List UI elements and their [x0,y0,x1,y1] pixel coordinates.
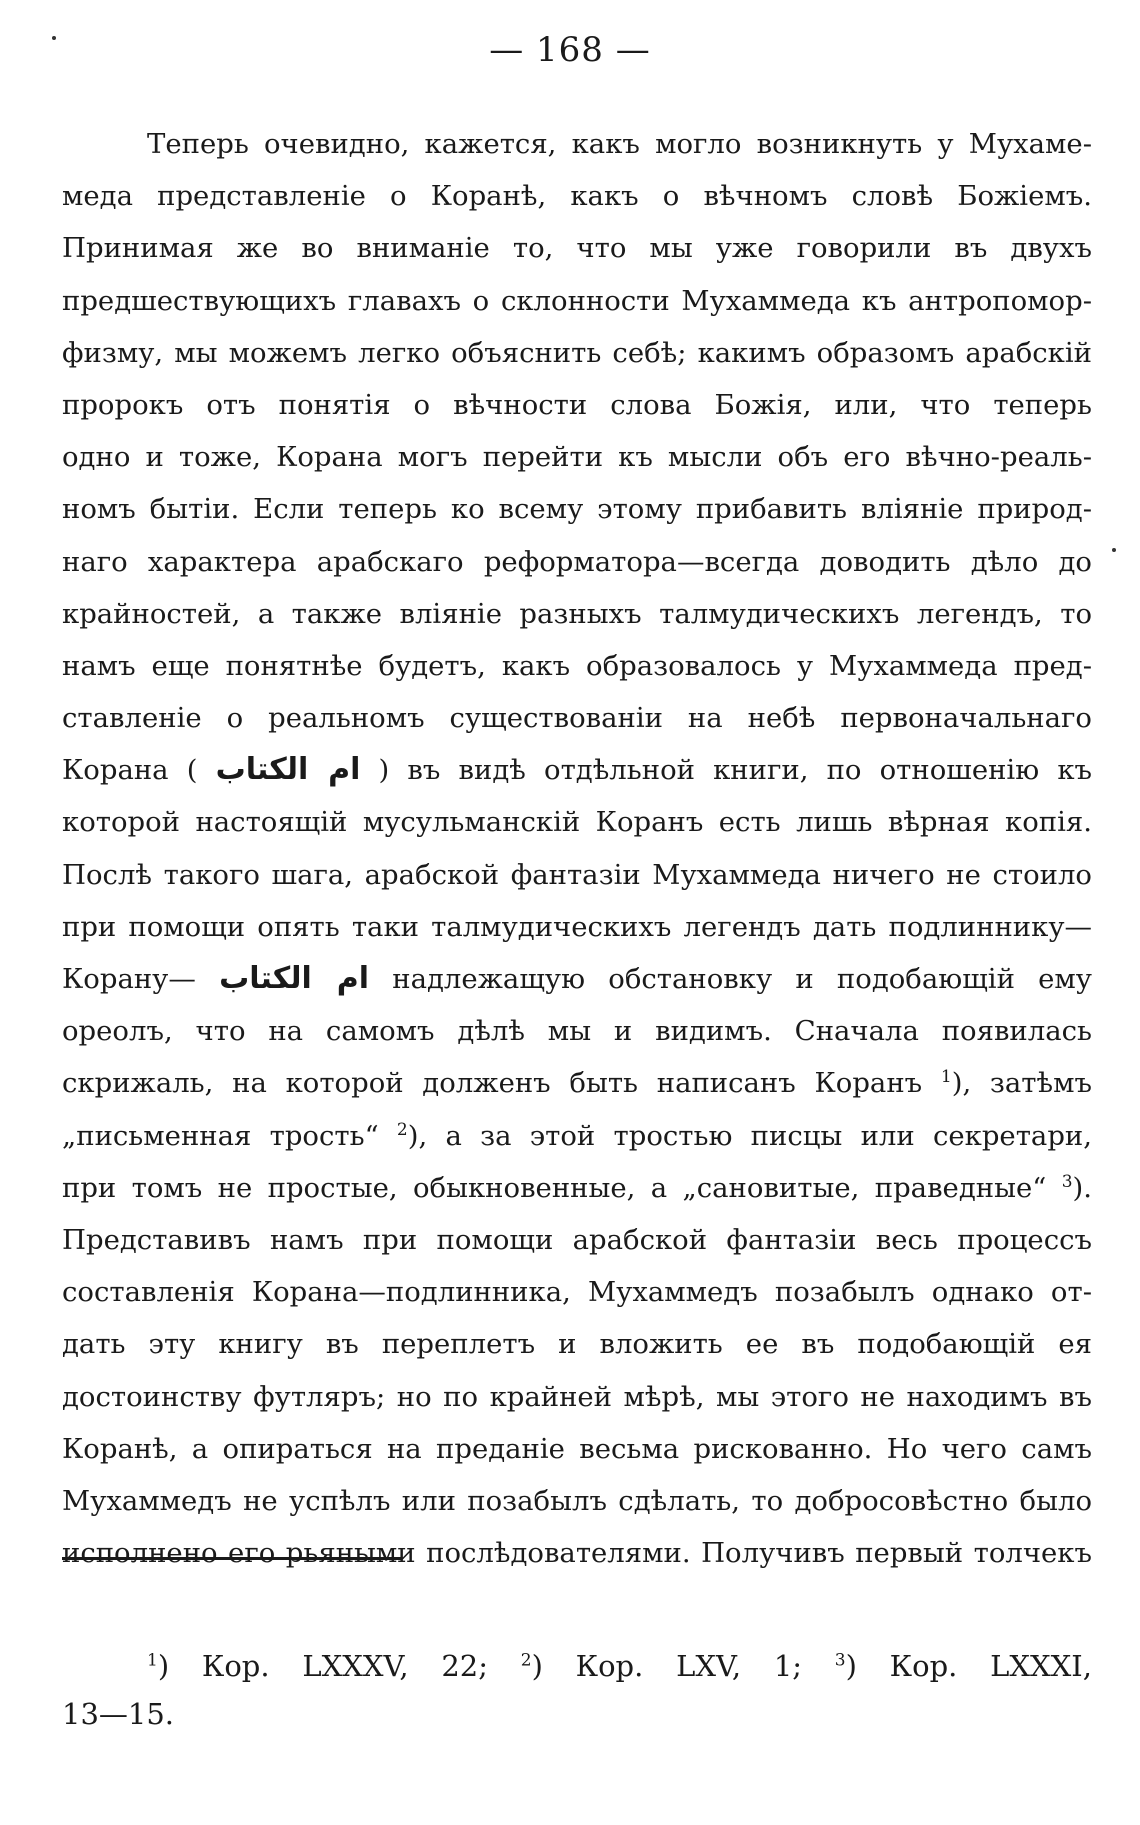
text-fragment: „письменная трость“ [62,1119,379,1152]
text-fragment: ). [1072,1171,1092,1204]
footnote-marker: 3 [834,1650,846,1671]
text-line: пророкъ отъ понятія о вѣчности слова Божія, или, что теперь [62,388,1092,421]
text-line: Коранѣ, а опираться на преданіе весьма рискованно. Но чего самъ [62,1432,1092,1465]
arabic-term: ام الكتاب [219,961,369,996]
text-line: которой настоящій мусульманскій Коранъ есть лишь вѣрная копія. [62,806,1092,839]
footnote-line [62,1642,1092,1690]
body-text [62,118,1092,1579]
text-line-with-footnote-ref [62,1057,1092,1109]
footnotes [62,1642,1092,1738]
text-line: Теперь очевидно, кажется, какъ могло возникнуть у Мухаме- [147,128,1092,160]
text-line: Представивъ намъ при помощи арабской фантазіи весь процессъ [62,1223,1092,1256]
text-line: достоинству футляръ; но по крайней мѣрѣ, мы этого не находимъ въ [62,1380,1092,1413]
footnote-text: ) Кор. LXXXI, [845,1649,1092,1683]
text-fragment: при томъ не простые, обыкновенные, а „сановитые, праведные“ [62,1171,1047,1204]
text-line: Послѣ такого шага, арабской фантазіи Мухаммеда ничего не стоило [62,858,1092,891]
text-fragment: ) въ видѣ отдѣльной книги, по отношенію къ [378,754,1092,787]
text-line-with-footnote-ref [62,1162,1092,1214]
scan-speck [1112,548,1116,552]
text-line: меда представленіе о Коранѣ, какъ о вѣчномъ словѣ Божіемъ. [62,180,1092,213]
text-line-with-footnote-ref [62,1110,1092,1162]
footnote-ref: 3 [1061,1171,1073,1192]
text-line: Мухаммедъ не успѣлъ или позабылъ сдѣлать, то добросовѣстно было [62,1484,1092,1517]
footnote-line: 13—15. [62,1697,175,1731]
text-line: номъ бытіи. Если теперь ко всему этому прибавить вліяніе природ- [62,493,1092,526]
text-fragment: скрижаль, на которой долженъ быть написанъ Коранъ [62,1067,923,1100]
text-fragment: Корану— [62,963,196,995]
text-line: намъ еще понятнѣе будетъ, какъ образовалось у Мухаммеда пред- [62,649,1092,682]
footnote-text: ) Кор. LXXXV, 22; [157,1649,521,1683]
footnote-ref: 1 [940,1067,952,1088]
text-line-with-arabic [62,953,1092,1005]
text-fragment: ), затѣмъ [951,1067,1092,1100]
text-line: при помощи опять таки талмудическихъ легендъ дать подлиннику— [62,910,1092,943]
text-fragment: Корана ( [62,754,198,787]
text-line: составленія Корана—подлинника, Мухаммедъ позабылъ однако от- [62,1276,1092,1309]
text-line: ставленіе о реальномъ существованіи на небѣ первоначальнаго [62,702,1092,735]
footnote-ref: 2 [396,1119,408,1140]
text-line: предшествующихъ главахъ о склонности Мухаммеда къ антропомор- [62,284,1092,317]
page-number: — 168 — [489,30,651,70]
scan-speck [52,36,56,40]
text-line: ореолъ, что на самомъ дѣлѣ мы и видимъ. Сначала появилась [62,1015,1092,1048]
text-line: исполнено его рьяными послѣдователями. Получивъ первый толчекъ [62,1537,1092,1570]
text-line: физму, мы можемъ легко объяснить себѣ; какимъ образомъ арабскій [62,336,1092,369]
text-line: крайностей, а также вліяніе разныхъ талмудическихъ легендъ, то [62,597,1092,630]
footnote-text: ) Кор. LXV, 1; [531,1649,835,1683]
text-line-with-arabic [62,744,1092,796]
arabic-term: ام الكتاب [215,752,361,788]
text-line: Принимая же во вниманіе то, что мы уже говорили въ двухъ [62,232,1092,265]
footnote-marker: 1 [147,1650,158,1671]
text-fragment: ), а за этой тростью писцы или секретари, [407,1119,1092,1152]
text-line: одно и тоже, Корана могъ перейти къ мысли объ его вѣчно-реаль- [62,441,1092,474]
footnote-marker: 2 [520,1650,532,1671]
text-line: наго характера арабскаго реформатора—всегда доводить дѣло до [62,545,1092,578]
text-line: дать эту книгу въ переплетъ и вложить ее въ подобающій ея [62,1328,1092,1361]
text-fragment: надлежащую обстановку и подобающій ему [392,963,1092,995]
footnote-divider [62,1557,402,1560]
